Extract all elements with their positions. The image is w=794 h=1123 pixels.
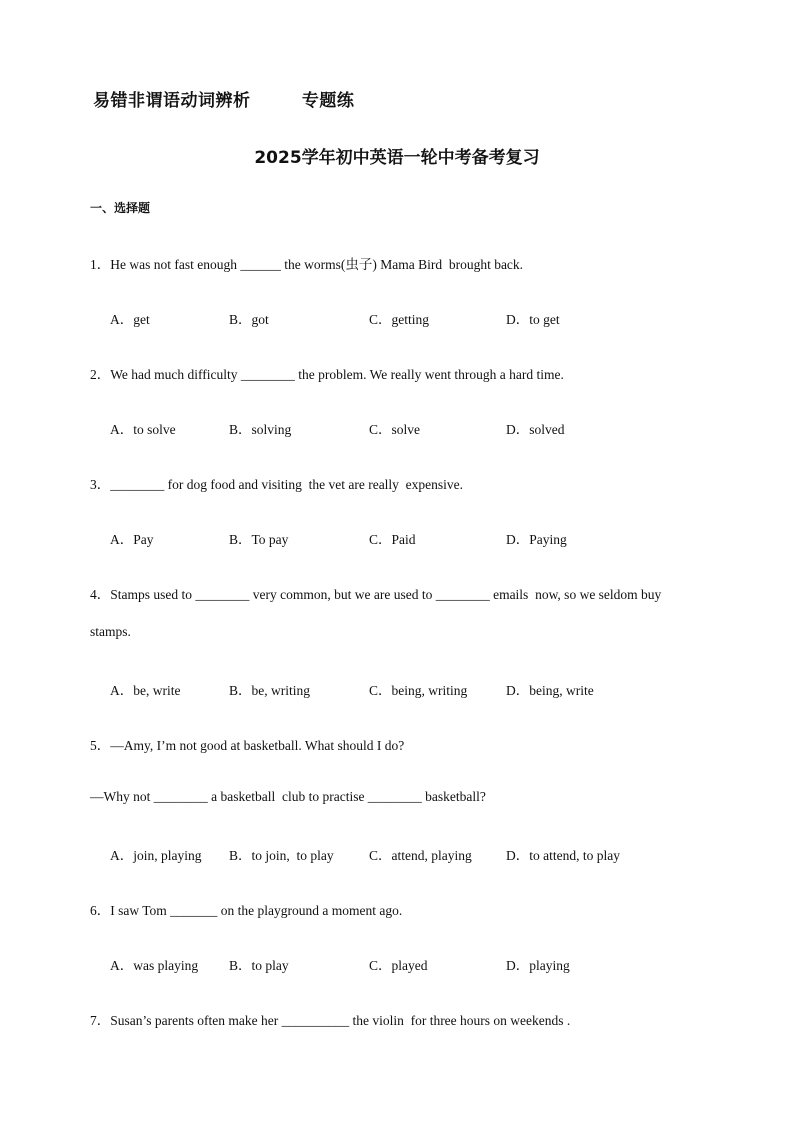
question-1-option-c[interactable]: C．getting bbox=[369, 312, 429, 327]
question-4-option-a[interactable]: A．be, write bbox=[110, 683, 181, 698]
question-5-stem-continued: —Why not ________ a basketball club to practise ________ basketball? bbox=[90, 789, 486, 804]
question-4-option-b[interactable]: B．be, writing bbox=[229, 683, 310, 698]
question-3-option-a[interactable]: A．Pay bbox=[110, 532, 154, 547]
section-heading: 一、选择题 bbox=[90, 201, 151, 215]
question-2-options bbox=[110, 418, 710, 438]
question-2-option-c[interactable]: C．solve bbox=[369, 422, 421, 437]
question-1-option-d[interactable]: D．to get bbox=[506, 312, 560, 327]
question-6-option-a[interactable]: A．was playing bbox=[110, 958, 199, 973]
question-4-option-d[interactable]: D．being, write bbox=[506, 683, 594, 698]
question-6-option-b[interactable]: B．to play bbox=[229, 958, 289, 973]
question-2-option-d[interactable]: D．solved bbox=[506, 422, 565, 437]
question-6-option-d[interactable]: D．playing bbox=[506, 958, 570, 973]
question-7-stem: 7．Susan’s parents often make her __________ the violin for three hours on weekends . bbox=[90, 1013, 571, 1028]
question-3-options bbox=[110, 528, 710, 548]
question-5-option-c[interactable]: C．attend, playing bbox=[369, 848, 472, 863]
document-title: 易错非谓语动词辨析 专题练 bbox=[93, 91, 355, 111]
document-subtitle: 2025学年初中英语一轮中考备考复习 bbox=[254, 148, 540, 168]
question-5-stem: 5．—Amy, I’m not good at basketball. What should I do? bbox=[90, 738, 405, 753]
question-5-options bbox=[110, 844, 710, 864]
question-2-stem: 2．We had much difficulty ________ the problem. We really went through a hard time. bbox=[90, 367, 564, 382]
question-4-stem-continued: stamps. bbox=[90, 624, 131, 639]
question-4-stem: 4．Stamps used to ________ very common, but we are used to ________ emails now, so we seldom buy bbox=[90, 587, 662, 602]
question-3-option-c[interactable]: C．Paid bbox=[369, 532, 416, 547]
question-5-option-b[interactable]: B．to join, to play bbox=[229, 848, 334, 863]
question-2-option-b[interactable]: B．solving bbox=[229, 422, 292, 437]
question-1-stem: 1．He was not fast enough ______ the worms(虫子) Mama Bird brought back. bbox=[90, 257, 524, 272]
question-6-options bbox=[110, 954, 710, 974]
question-4-options bbox=[110, 679, 710, 699]
question-4-option-c[interactable]: C．being, writing bbox=[369, 683, 468, 698]
question-1-option-a[interactable]: A．get bbox=[110, 312, 150, 327]
question-2-option-a[interactable]: A．to solve bbox=[110, 422, 176, 437]
question-5-option-a[interactable]: A．join, playing bbox=[110, 848, 202, 863]
question-3-option-d[interactable]: D．Paying bbox=[506, 532, 567, 547]
question-1-option-b[interactable]: B．got bbox=[229, 312, 269, 327]
question-3-option-b[interactable]: B．To pay bbox=[229, 532, 289, 547]
question-1-options bbox=[110, 308, 710, 328]
question-3-stem: 3．________ for dog food and visiting the vet are really expensive. bbox=[90, 477, 464, 492]
question-5-option-d[interactable]: D．to attend, to play bbox=[506, 848, 620, 863]
question-6-option-c[interactable]: C．played bbox=[369, 958, 428, 973]
question-6-stem: 6．I saw Tom _______ on the playground a moment ago. bbox=[90, 903, 403, 918]
